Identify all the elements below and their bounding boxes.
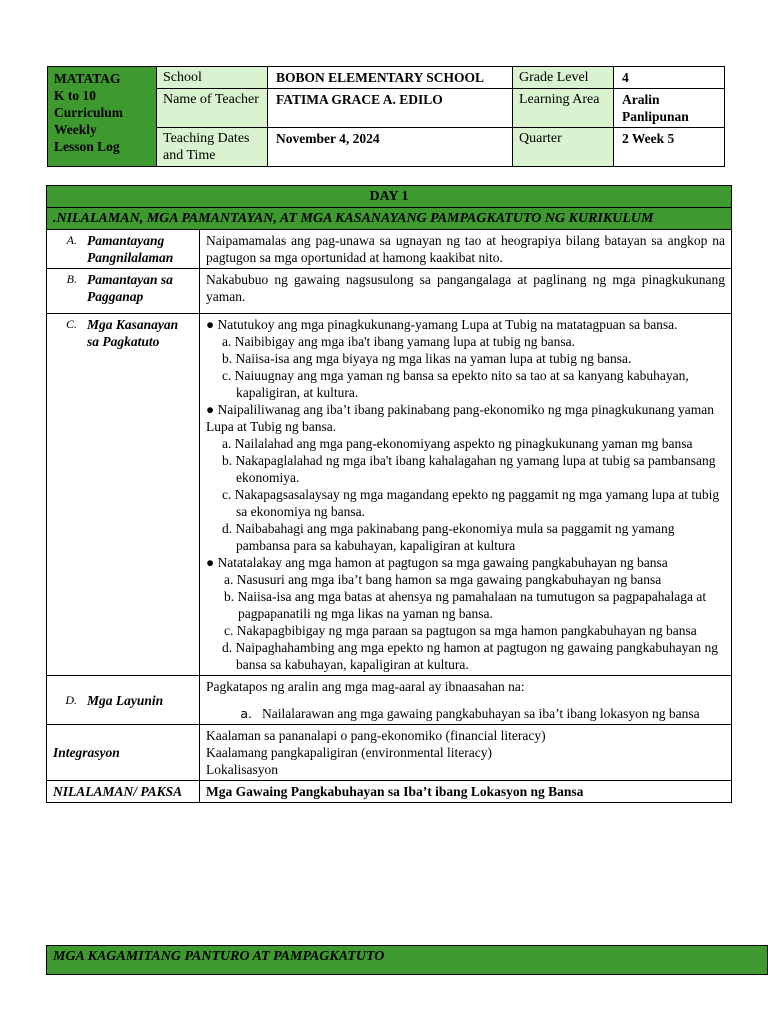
topic-label: NILALAMAN/ PAKSA bbox=[47, 781, 200, 803]
teacher-label: Name of Teacher bbox=[157, 89, 268, 128]
competency-item: d. Naibabahagi ang mga pakinabang pang-ekonomiya mula sa paggamit ng yamang pambansa para sa kabuhayan, kapaligiran at kultura bbox=[222, 521, 675, 553]
competency-item: a. Naibibigay ang mga iba't ibang yamang lupa at tubig ng bansa. bbox=[222, 334, 575, 349]
row-letter: B. bbox=[66, 272, 77, 286]
logo-line: Lesson Log bbox=[54, 139, 120, 154]
row-letter: C. bbox=[65, 317, 77, 331]
school-value: BOBON ELEMENTARY SCHOOL bbox=[268, 67, 513, 89]
header-table bbox=[47, 66, 725, 167]
row-learning-competencies bbox=[47, 314, 732, 676]
objectives-intro: Pagkatapos ng aralin ang mga mag-aaral ay ibnaasahan na: bbox=[206, 679, 525, 694]
lesson-table bbox=[46, 185, 732, 803]
dates-label: Teaching Dates and Time bbox=[157, 128, 268, 167]
row-label: Mga Layunin bbox=[87, 692, 164, 708]
materials-title: MGA KAGAMITANG PANTURO AT PAMPAGKATUTO bbox=[46, 945, 768, 975]
competency-item: b. Naiisa-isa ang mga batas at ahensya ng pamahalaan na tumutugon sa pagpapahalaga at pagpapanatili ng mga likas na yaman ng bansa. bbox=[224, 589, 707, 621]
competency-bullet: ● Natatalakay ang mga hamon at pagtugon sa mga gawaing pangkabuhayan ng bansa bbox=[206, 555, 668, 570]
competency-bullet: ● Naipaliliwanag ang iba’t ibang pakinabang pang-ekonomiko ng mga pinagkukunang yaman Lupa at Tubig ng bansa. bbox=[206, 402, 715, 434]
competencies-content bbox=[200, 314, 732, 676]
row-letter: D. bbox=[65, 692, 77, 707]
row-label: Mga Kasanayan sa Pagkatuto bbox=[87, 317, 179, 349]
integration-line: Kaalaman sa pananalapi o pang-ekonomiko (financial literacy) bbox=[206, 728, 546, 743]
content-standard-text: Naipamamalas ang pag-unawa sa ugnayan ng tao at heograpiya bilang batayan sa angkop na pagtugon sa mga oportunidad at hamong kaakibat nito. bbox=[200, 230, 732, 269]
integration-line: Lokalisasyon bbox=[206, 762, 278, 777]
competency-item: b. Nakapaglalahad ng mga iba't ibang kahalagahan ng yamang lupa at tubig sa pambansang ekonomiya. bbox=[222, 453, 716, 485]
row-performance-standard bbox=[47, 269, 732, 314]
curriculum-logo-cell bbox=[48, 67, 157, 167]
row-objectives bbox=[47, 676, 732, 725]
integration-content bbox=[200, 725, 732, 781]
performance-standard-label-cell bbox=[47, 269, 200, 314]
grade-value: 4 bbox=[614, 67, 725, 89]
competency-item: c. Naiuugnay ang mga yaman ng bansa sa epekto nito sa tao at sa kanyang kabuhayan, kapaligiran, at kultura. bbox=[222, 368, 689, 400]
competency-bullet: ● Natutukoy ang mga pinagkukunang-yamang Lupa at Tubig na matatagpuan sa bansa. bbox=[206, 317, 678, 332]
objectives-label-cell bbox=[47, 676, 200, 725]
competency-item: c. Nakapagbibigay ng mga paraan sa pagtugon sa mga hamon pangkabuhayan ng bansa bbox=[224, 623, 697, 638]
objective-letter: a. bbox=[240, 706, 252, 721]
quarter-value: 2 Week 5 bbox=[614, 128, 725, 167]
row-letter: A. bbox=[66, 233, 77, 247]
row-topic bbox=[47, 781, 732, 803]
area-value: Aralin Panlipunan bbox=[614, 89, 725, 128]
competency-item: c. Nakapagsasalaysay ng mga magandang epekto ng paggamit ng mga yamang lupa at tubig sa ekonomiya ng bansa. bbox=[222, 487, 720, 519]
integration-line: Kaalamang pangkapaligiran (environmental literacy) bbox=[206, 745, 492, 760]
row-label: Pamantayan sa Pagganap bbox=[87, 272, 173, 304]
competency-item: a. Nasusuri ang mga iba’t bang hamon sa mga gawaing pangkabuhayan ng bansa bbox=[224, 572, 662, 587]
logo-line: Weekly bbox=[54, 122, 97, 137]
area-label: Learning Area bbox=[513, 89, 614, 128]
row-content-standard bbox=[47, 230, 732, 269]
competency-item: d. Naipaghahambing ang mga epekto ng hamon at pagtugon ng gawaing pangkabuhayan ng bansa sa kabuhayan, kapaligiran at kultura. bbox=[222, 640, 718, 672]
content-standard-label-cell bbox=[47, 230, 200, 269]
dates-value: November 4, 2024 bbox=[268, 128, 513, 167]
objectives-content bbox=[200, 676, 732, 725]
quarter-label: Quarter bbox=[513, 128, 614, 167]
competency-item: a. Nailalahad ang mga pang-ekonomiyang aspekto ng pinagkukunang yaman mg bansa bbox=[222, 436, 693, 451]
competency-item: b. Naiisa-isa ang mga biyaya ng mga likas na yaman lupa at tubig ng bansa. bbox=[222, 351, 632, 366]
performance-standard-text: Nakabubuo ng gawaing nagsusulong sa pangangalaga at paglinang ng mga pinagkukunang yaman. bbox=[200, 269, 732, 314]
row-integration bbox=[47, 725, 732, 781]
section-title: .NILALAMAN, MGA PAMANTAYAN, AT MGA KASANAYANG PAMPAGKATUTO NG KURIKULUM bbox=[47, 208, 732, 230]
logo-line: Curriculum bbox=[54, 105, 123, 120]
grade-label: Grade Level bbox=[513, 67, 614, 89]
day-title: DAY 1 bbox=[47, 186, 732, 208]
integration-label: Integrasyon bbox=[47, 725, 200, 781]
objective-text: Nailalarawan ang mga gawaing pangkabuhayan sa iba’t ibang lokasyon ng bansa bbox=[262, 706, 700, 721]
topic-text: Mga Gawaing Pangkabuhayan sa Iba’t ibang Lokasyon ng Bansa bbox=[200, 781, 732, 803]
competencies-label-cell bbox=[47, 314, 200, 676]
row-label: Pamantayang Pangnilalaman bbox=[87, 233, 174, 265]
school-label: School bbox=[157, 67, 268, 89]
teacher-value: FATIMA GRACE A. EDILO bbox=[268, 89, 513, 128]
logo-line: MATATAG bbox=[54, 71, 121, 86]
logo-line: K to 10 bbox=[54, 88, 96, 103]
